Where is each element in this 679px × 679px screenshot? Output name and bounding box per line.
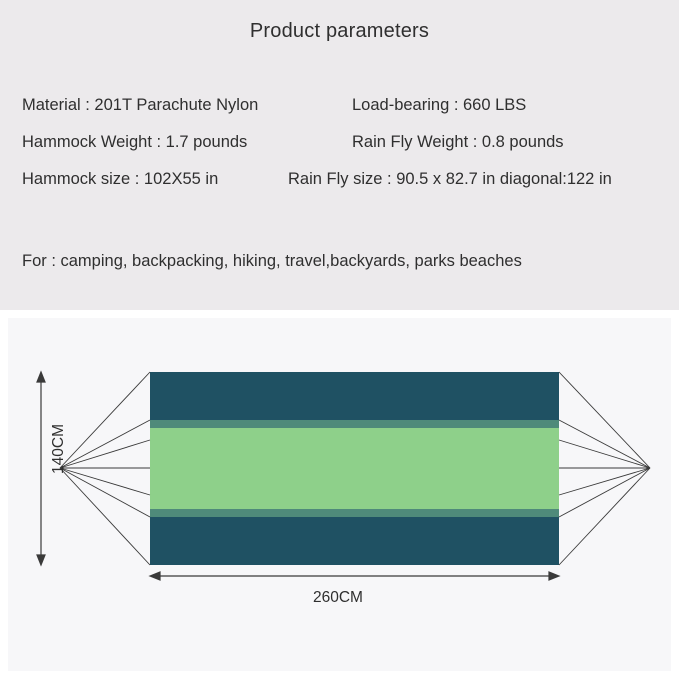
spec-hammock-weight-label: Hammock Weight : 1.7 pounds [22,133,248,151]
hammock-center-light-panel [150,428,559,509]
hammock-top-mid-panel [150,420,559,428]
width-dimension-label: 260CM [313,589,363,606]
spec-material-label: Material : 201T Parachute Nylon [22,96,259,114]
spec-rain-fly-size-label: Rain Fly size : 90.5 x 82.7 in diagonal:122 in [288,170,612,188]
hammock-bottom-dark-panel [150,517,559,565]
left-suspension-lines [60,372,150,565]
spec-hammock-size-label: Hammock size : 102X55 in [22,170,219,188]
hammock-top-dark-panel [150,372,559,420]
page-title: Product parameters [249,20,430,42]
spec-rain-fly-weight-label: Rain Fly Weight : 0.8 pounds [352,133,564,151]
height-dimension-arrow [37,372,45,565]
hammock-bottom-mid-panel [150,509,559,517]
spec-load-bearing-label: Load-bearing : 660 LBS [352,96,527,114]
spec-usage-note: For : camping, backpacking, hiking, travel,backyards, parks beaches [22,252,522,270]
width-dimension-arrow [150,572,559,580]
right-suspension-lines [559,372,650,565]
height-dimension-label: 140CM [50,424,67,474]
